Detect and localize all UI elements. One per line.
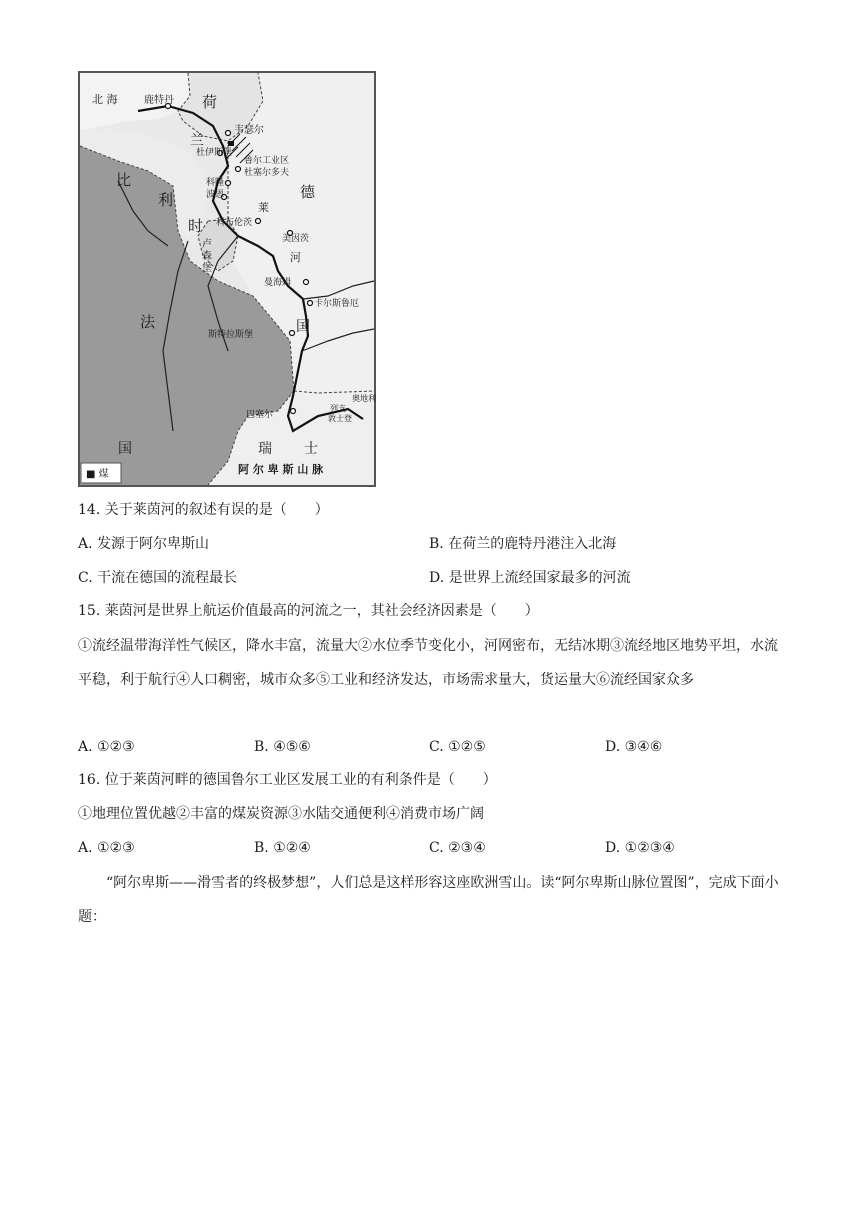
- label-netherlands-1: 荷: [202, 93, 218, 111]
- coal-icon-1: [228, 141, 234, 146]
- label-netherlands-2: 兰: [190, 133, 204, 149]
- label-belgium-2: 利: [158, 191, 174, 209]
- q16-stem: 16. 位于莱茵河畔的德国鲁尔工业区发展工业的有利条件是（ ）: [78, 772, 497, 788]
- label-rhine-1: 莱: [258, 201, 269, 214]
- q15-option-b[interactable]: B. ④⑤⑥: [254, 739, 311, 755]
- label-karlsruhe: 卡尔斯鲁厄: [314, 299, 360, 309]
- q14-option-b[interactable]: B. 在荷兰的鹿特丹港注入北海: [429, 536, 617, 552]
- label-luxembourg-2: 森: [202, 251, 212, 262]
- label-strasbourg: 斯特拉斯堡: [208, 330, 254, 340]
- label-koblenz: 科布伦茨: [216, 218, 253, 228]
- q15-option-c[interactable]: C. ①②⑤: [429, 739, 486, 755]
- label-rhine-2: 河: [290, 251, 301, 264]
- q15-statement: ①流经温带海洋性气候区，降水丰富，流量大②水位季节变化小，河网密布，无结冰期③流经地区地势平坦，水流平稳，利于航行④人口稠密，城市众多⑤工业和经济发达，市场需求量大，货运量大⑥流经国家众多: [78, 638, 778, 688]
- section-intro: “阿尔卑斯——滑雪者的终极梦想”，人们总是这样形容这座欧洲雪山。读“阿尔卑斯山脉位置图”，完成下面小题：: [78, 875, 779, 925]
- label-belgium-3: 时: [188, 217, 204, 235]
- label-north-sea: 北 海: [92, 93, 118, 106]
- legend-coal: ■ 煤: [86, 469, 109, 480]
- label-switzerland-2: 士: [304, 441, 318, 457]
- label-rotterdam: 鹿特丹: [144, 95, 174, 106]
- label-austria: 奥地利: [352, 394, 376, 403]
- label-luxembourg-1: 卢: [202, 239, 212, 250]
- label-liechtenstein-1: 列支: [330, 404, 346, 413]
- label-dusseldorf: 杜塞尔多夫: [244, 168, 290, 178]
- q14-option-d[interactable]: D. 是世界上流经国家最多的河流: [429, 570, 631, 586]
- label-alps: 阿 尔 卑 斯 山 脉: [238, 463, 324, 476]
- label-ruhr: 鲁尔工业区: [244, 156, 290, 166]
- q16-option-b[interactable]: B. ①②④: [254, 840, 311, 856]
- label-france-1: 法: [140, 313, 156, 331]
- q14-stem: 14. 关于莱茵河的叙述有误的是（ ）: [78, 502, 329, 518]
- label-bonn: 波恩: [206, 190, 225, 200]
- q15-stem: 15. 莱茵河是世界上航运价值最高的河流之一，其社会经济因素是（ ）: [78, 603, 539, 619]
- label-duisburg: 杜伊斯堡: [196, 148, 233, 158]
- q14-option-c[interactable]: C. 干流在德国的流程最长: [78, 570, 238, 586]
- label-mainz: 美因茨: [282, 234, 310, 244]
- q16-statement: ①地理位置优越②丰富的煤炭资源③水陆交通便利④消费市场广阔: [78, 806, 484, 822]
- q15-option-a[interactable]: A. ①②③: [78, 739, 135, 755]
- q16-option-c[interactable]: C. ②③④: [429, 840, 486, 856]
- q16-option-a[interactable]: A. ①②③: [78, 840, 135, 856]
- label-france-2: 国: [118, 441, 132, 457]
- label-basel: 巴塞尔: [246, 410, 274, 420]
- label-mannheim: 曼海姆: [264, 278, 292, 288]
- rhine-map-svg: [78, 71, 376, 487]
- q16-option-d[interactable]: D. ①②③④: [605, 840, 675, 856]
- label-wesel: 韦瑟尔: [234, 125, 264, 136]
- label-switzerland-1: 瑞: [258, 441, 272, 457]
- label-cologne: 科隆: [206, 178, 225, 188]
- label-belgium-1: 比: [116, 171, 132, 189]
- q14-option-a[interactable]: A. 发源于阿尔卑斯山: [78, 536, 210, 552]
- rhine-map: [78, 71, 376, 487]
- label-liechtenstein-2: 敦士登: [328, 414, 352, 423]
- label-germany-1: 德: [300, 183, 316, 201]
- label-luxembourg-3: 堡: [202, 263, 212, 274]
- q15-option-d[interactable]: D. ③④⑥: [605, 739, 663, 755]
- label-germany-2: 国: [296, 319, 310, 335]
